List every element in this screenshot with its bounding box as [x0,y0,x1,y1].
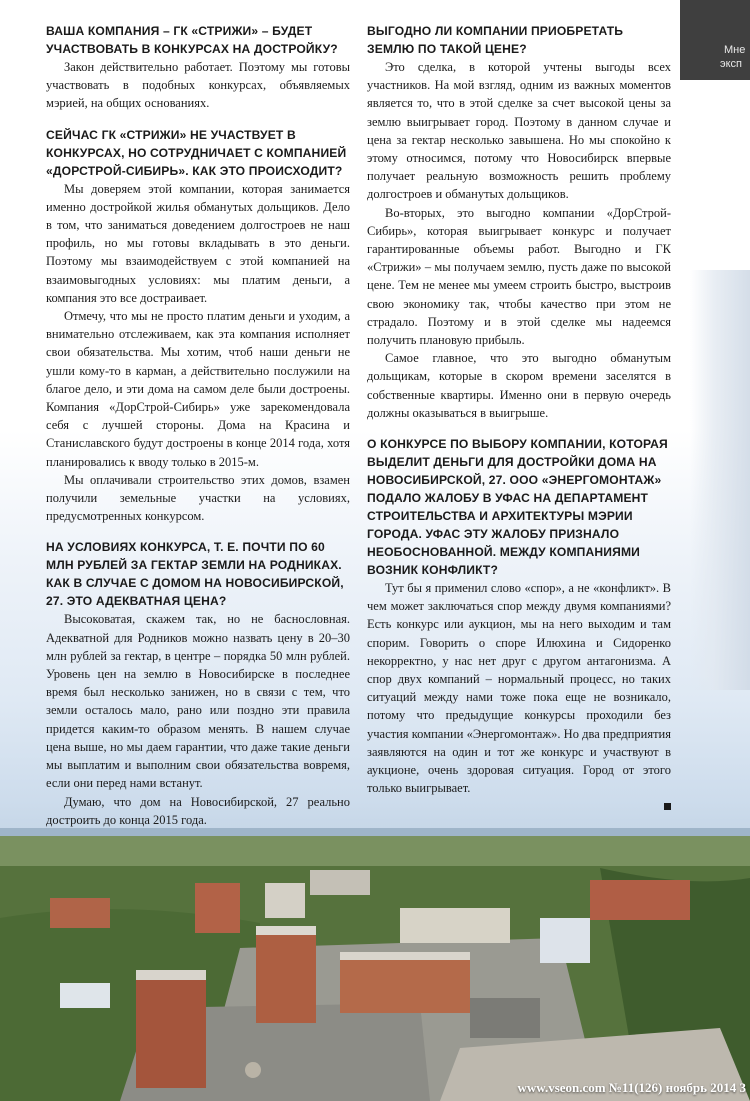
footer-publication-info: www.vseon.com №11(126) ноябрь 2014 [517,1080,737,1095]
page-number: 3 [739,1080,746,1095]
answer-paragraph: Самое главное, что это выгодно обманутым дольщикам, которые в скором времени заселятся в собственные квартиры. Именно они в первую очередь должны оказываться в выигрыше. [367,351,671,420]
answer-paragraph: Это сделка, в которой учтены выгоды всех участников. На мой взгляд, одним из важных моментов является то, что в этой сделке за счет высокой цены за землю выигрывает город. Поэтому в данном случае и цена за гектар несколько завышена. Но мы спокойно к этому относимся, потому что Новосибирск впервые получает реальную возможность решить проблему долгостроев и обманутых дольщиков. [367,60,671,202]
answer-paragraph: Высоковатая, скажем так, но не баснословная. Адекватной для Родников можно назвать цену в 20–30 млн рублей за гектар, в центре – порядка 50 млн рублей. Уровень цен на землю в Новосибирске в последнее время был несколько занижен, но в связи с тем, что земли осталось мало, рано или поздно эти правила придется каким-то образом менять. В нашем случае цена выше, но мы даем гарантии, что даже такие деньги мы выплатим и выполним свои обязательства вовремя, если они перед нами встанут. [46,612,350,791]
question-heading: СЕЙЧАС ГК «СТРИЖИ» НЕ УЧАСТВУЕТ В КОНКУРСАХ, НО СОТРУДНИЧАЕТ С КОМПАНИЕЙ «ДОРСТРОЙ-СИБИРЬ». КАК ЭТО ПРОИСХОДИТ? [46,127,347,178]
end-of-article-mark [367,798,671,810]
side-tab-line-1: Мне [724,44,746,56]
question-heading: О КОНКУРСЕ ПО ВЫБОРУ КОМПАНИИ, КОТОРАЯ ВЫДЕЛИТ ДЕНЬГИ ДЛЯ ДОСТРОЙКИ ДОМА НА НОВОСИБИРСКОЙ, 27. ООО «ЭНЕРГОМОНТАЖ» ПОДАЛО ЖАЛОБУ В УФАС НА ДЕПАРТАМЕНТ СТРОИТЕЛЬСТВА И АРХИТЕКТУРЫ МЭРИИ ГОРОДА. УФАС ЭТУ ЖАЛОБУ ПРИЗНАЛО НЕОБОСНОВАННОЙ. МЕЖДУ КОМПАНИЯМИ ВОЗНИК КОНФЛИКТ? [367,437,668,578]
answer-paragraph: Тут бы я применил слово «спор», а не «конфликт». В чем может заключаться спор между двумя компаниями? Есть конкурс или аукцион, мы на него выходим и там спорим. Говорить о споре Илюхина и Сидоренко некорректно, у нас нет друг с другом антагонизма. А спор двух компаний – нормальный процесс, но таких ситуаций между нами тоже пока еще не возникало, потому что предыдущие конкурсы проходили без участия компании «Энергомонтаж». Но два предприятия заявляются на один и тот же конкурс и участвуют в аукционе, очень здоровая ситуация. Город от этого только выигрывает. [367,581,671,796]
left-column [46,22,350,829]
answer-paragraph: Мы оплачивали строительство этих домов, взамен получили земельные участки на условиях, предусмотренных конкурсом. [46,472,350,524]
answer-paragraph: Думаю, что дом на Новосибирской, 27 реально достроить до конца 2015 года. [46,794,350,827]
answer-paragraph: Закон действительно работает. Поэтому мы готовы участвовать в подобных конкурсах, объявляемых мэрией, на общих основаниях. [46,60,350,111]
aerial-city-photo [0,828,750,1101]
side-tab-line-2: эксп [720,58,743,70]
right-column [367,22,671,810]
answer-paragraph: Во-вторых, это выгодно компании «ДорСтрой-Сибирь», которая выигрывает конкурс и получает гарантированные объемы работ. Выгодно и ГК «Стрижи» – мы получаем землю, пусть даже по высокой цене. Тем не менее мы умеем строить быстро, выстроив свою экономику так, чтобы качество при этом не страдало. Поэтому и в этой сделке мы надеемся получить плановую прибыль. [367,205,671,348]
background-photo-fade [690,270,750,690]
aerial-photo-illustration [0,828,750,1101]
end-square-icon [664,803,671,810]
question-heading: ВАША КОМПАНИЯ – ГК «СТРИЖИ» – БУДЕТ УЧАСТВОВАТЬ В КОНКУРСАХ НА ДОСТРОЙКУ? [46,24,338,56]
answer-paragraph: Мы доверяем этой компании, которая занимается именно достройкой жилья обманутых дольщиков. Дело в том, что заниматься доведением долгостроев не наш профиль, но мы готовы вкладывать в это деньги. Поэтому мы взаимодействуем с этой компанией на взаимовыгодных условиях: мы платим деньги, а компания это все достраивает. [46,181,350,305]
question-heading: ВЫГОДНО ЛИ КОМПАНИИ ПРИОБРЕТАТЬ ЗЕМЛЮ ПО ТАКОЙ ЦЕНЕ? [367,24,624,56]
side-tab [680,0,750,80]
page-footer [518,1080,747,1096]
answer-paragraph: Отмечу, что мы не просто платим деньги и уходим, а внимательно отслеживаем, как эта компания исполняет свои обязательства. Мы хотим, чтоб наши деньги не ушли кому-то в карман, а действительно послужили на благое дело, и эти дома на самом деле были достроены. Компания «ДорСтрой-Сибирь» уже зарекомендовала себя с лучшей стороны. Дома на Красина и Станиславского будут достроены в конце 2014 года, хотя планировались к вводу только в 2015-м. [46,309,350,469]
question-heading: НА УСЛОВИЯХ КОНКУРСА, Т. Е. ПОЧТИ ПО 60 МЛН РУБЛЕЙ ЗА ГЕКТАР ЗЕМЛИ НА РОДНИКАХ. КАК В СЛУЧАЕ С ДОМОМ НА НОВОСИБИРСКОЙ, 27. ЭТО АДЕКВАТНАЯ ЦЕНА? [46,540,344,609]
